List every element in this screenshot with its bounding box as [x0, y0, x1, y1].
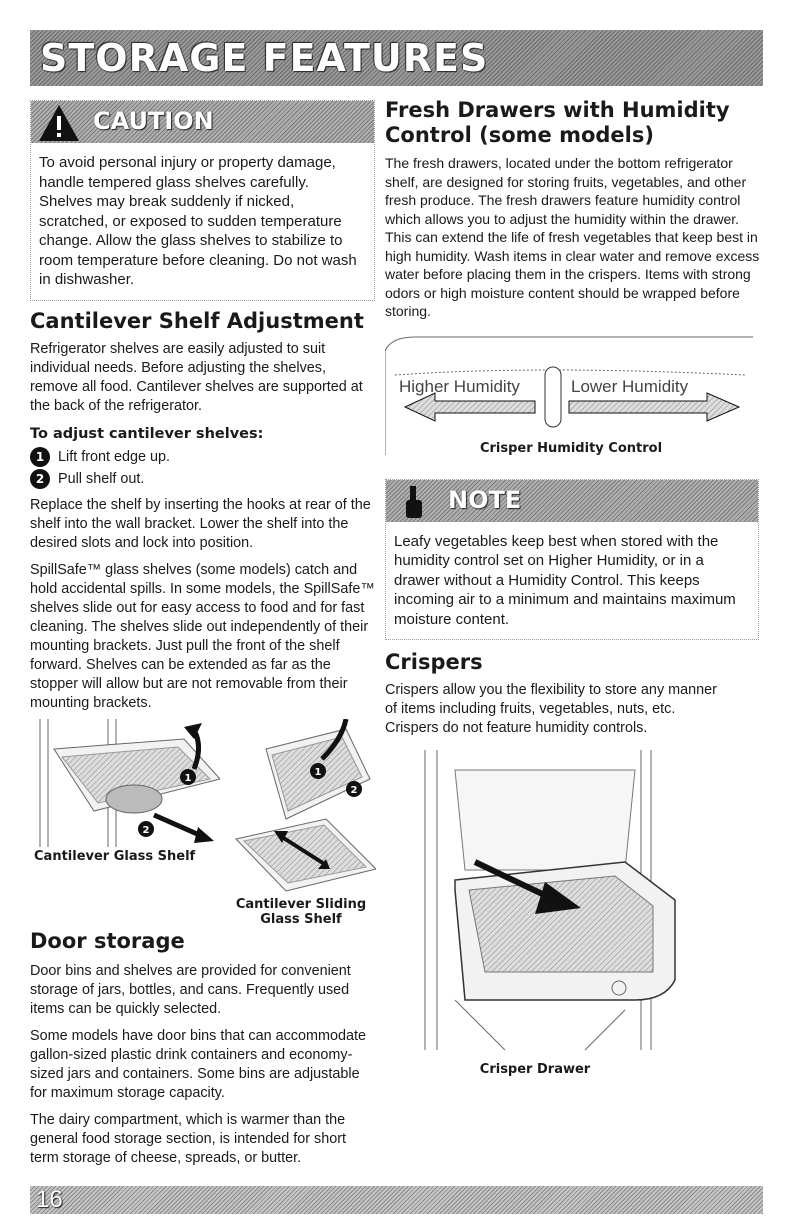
cantilever-sliding-shelf-illustration [226, 719, 376, 895]
pointing-hand-icon [392, 482, 436, 522]
note-header [386, 480, 758, 522]
caution-box [30, 100, 375, 301]
note-box [385, 479, 759, 641]
lower-humidity-label: Lower Humidity [571, 376, 689, 396]
fig2-step-2-label: 2 [350, 784, 358, 796]
shelf-figures [30, 719, 375, 939]
fresh-drawers-heading [385, 98, 763, 148]
fresh-heading-line2: Control (some models) [385, 123, 654, 147]
cantilever-subheading: To adjust cantilever shelves: [30, 425, 264, 442]
caution-text: To avoid personal injury or property damage, handle tempered glass shelves carefully. Shelves may break suddenly if nicked, scratched, or exposed to sudden temperature change. Allow the glass shelves to stabilize to room temperature before cleaning. Do not wash in dishwasher. [39, 154, 357, 288]
crisper-drawer-illustration [385, 750, 685, 1060]
door-storage-heading: Door storage [30, 928, 185, 953]
fig2-caption-line1: Cantilever Sliding [235, 896, 367, 912]
step-1-text: Lift front edge up. [58, 448, 171, 465]
right-column [385, 100, 763, 1080]
step-2-text: Pull shelf out. [58, 470, 145, 487]
note-text: Leafy vegetables keep best when stored with the humidity control set on Higher Humidity, or in a drawer without a Humidity Control. This keeps incoming air to a minimum and maintains maximum moisture content. [394, 532, 736, 628]
cantilever-glass-shelf-illustration [34, 719, 220, 847]
crisper-figure [385, 750, 763, 1080]
step-1-number: 1 [30, 447, 50, 467]
fig2-caption-line2: Glass Shelf [260, 911, 342, 927]
cantilever-intro: Refrigerator shelves are easily adjusted to suit individual needs. Before adjusting the shelves, remove all food. Cantilever shelves are supported at the back of the refrigerator. [30, 340, 363, 414]
spillsafe-text: SpillSafe™ glass shelves (some models) catch and hold accidental spills. In some models, the SpillSafe™ shelves slide out for easy access to food and for fast cleaning. The shelves slide out independently of their mounting brackets. Just pull the front of the shelf forward. Shelves can be extended as far as the stopper will allow but are not removable from their mounting brackets. [30, 561, 375, 711]
door-paragraph-2: Some models have door bins that can accommodate gallon-sized plastic drink containers and economy-sized jars and containers. Some bins are adjustable for maximum storage capacity. [30, 1027, 366, 1101]
fig1-caption: Cantilever Glass Shelf [34, 848, 196, 864]
fig1-step-1-label: 1 [184, 772, 192, 784]
page-footer-banner [30, 1186, 763, 1214]
door-paragraph-1: Door bins and shelves are provided for convenient storage of jars, bottles, and cans. Frequently used items can be quickly selected. [30, 962, 351, 1017]
step-2 [30, 468, 375, 490]
fig2-caption [226, 897, 376, 927]
caution-title: CAUTION [93, 107, 214, 135]
fresh-drawers-text: The fresh drawers, located under the bottom refrigerator shelf, are designed for storing fruits, vegetables, and other fresh produce. The fresh drawers feature humidity control which allows you to adjust the humidity within the drawer. This can extend the life of fresh vegetables that keep best in high humidity. Wash items in clear water and remove excess water before placing them in the crispers. Items with strong odors or high moisture content should be wrapped before storing. [385, 155, 760, 319]
step-1 [30, 446, 375, 468]
humidity-control-figure [385, 335, 763, 475]
cantilever-heading: Cantilever Shelf Adjustment [30, 308, 364, 333]
crisper-drawer-caption: Crisper Drawer [479, 1062, 591, 1077]
page-title: STORAGE FEATURES [40, 36, 489, 80]
fresh-heading-line1: Fresh Drawers with Humidity [385, 98, 730, 122]
page-header-banner [30, 30, 763, 86]
humidity-control-caption: Crisper Humidity Control [479, 440, 663, 456]
door-paragraph-3: The dairy compartment, which is warmer than the general food storage section, is intended for short term storage of cheese, spreads, or butter. [30, 1111, 346, 1166]
left-column [30, 100, 375, 1168]
step-2-number: 2 [30, 469, 50, 489]
caution-header [31, 101, 374, 143]
higher-humidity-label: Higher Humidity [399, 376, 520, 396]
fig1-step-2-label: 2 [142, 824, 150, 836]
page-number: 16 [36, 1186, 63, 1213]
crispers-text: Crispers allow you the flexibility to store any manner of items including fruits, vegetables, nuts, etc. Crispers do not feature humidity controls. [385, 682, 717, 736]
fig2-step-1-label: 1 [314, 766, 322, 778]
note-title: NOTE [448, 485, 522, 514]
replace-shelf-text: Replace the shelf by inserting the hooks at rear of the shelf into the wall bracket. Lower the shelf into the desired slots and lock into position. [30, 496, 371, 551]
warning-triangle-icon [37, 103, 81, 143]
crispers-heading: Crispers [385, 650, 483, 674]
